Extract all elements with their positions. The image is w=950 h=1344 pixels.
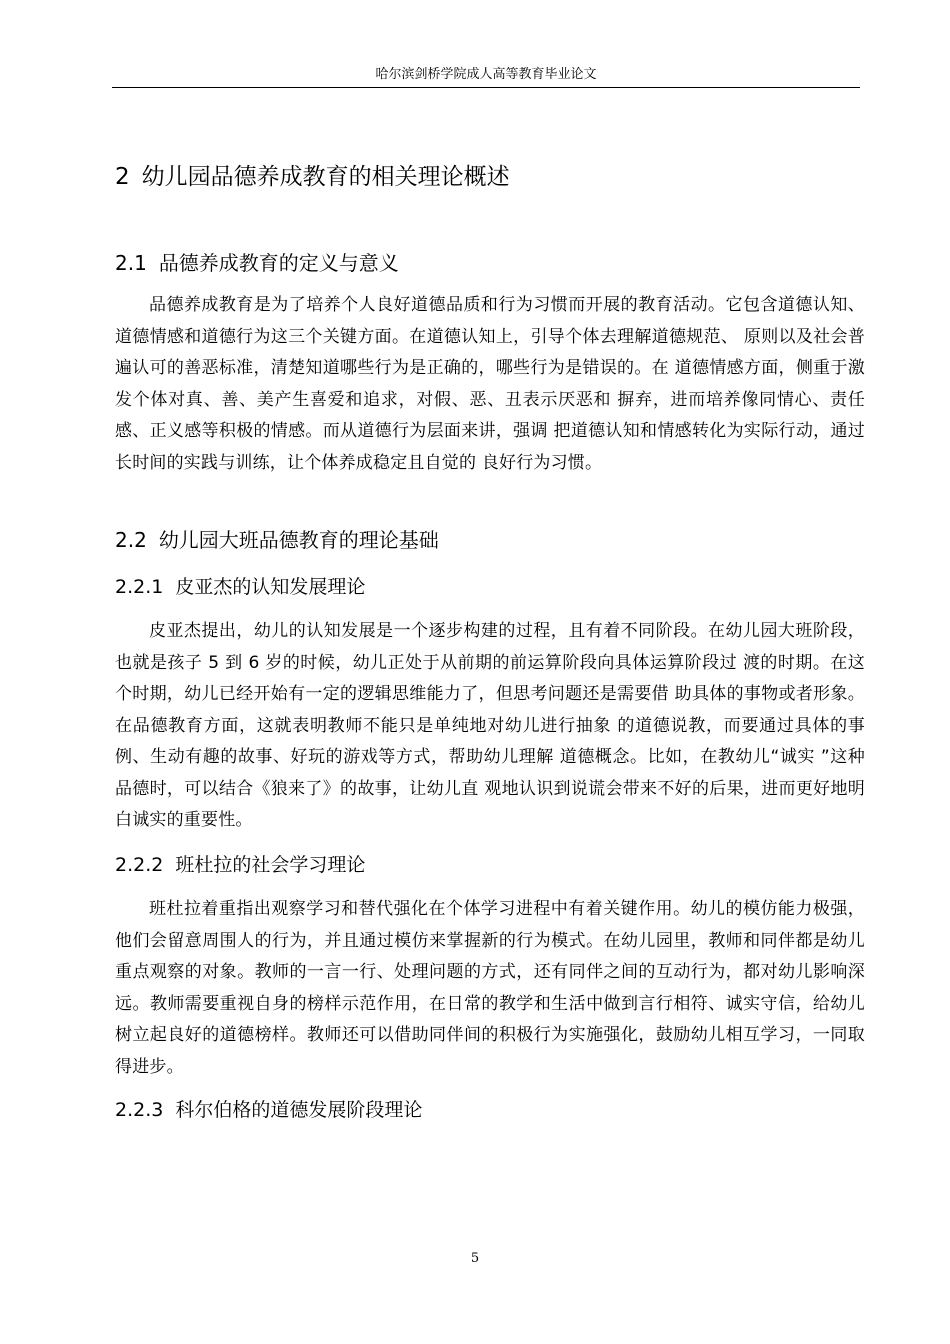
page-number: 5 <box>470 1251 480 1266</box>
paragraph-2-2-2: 班杜拉着重指出观察学习和替代强化在个体学习进程中有着关键作用。幼儿的模仿能力极强，他们会留意周围人的行为，并且通过模仿来掌握新的行为模式。在幼儿园里，教师和同伴都是幼儿重点观察的对象。教师的一言一行、处理问题的方式，还有同伴之间的互动行为，都对幼儿影响深远。教师需要重视自身的榜样示范作用，在日常的教学和生活中做到言行相符、诚实守信，给幼儿树立起良好的道德榜样。教师还可以借助同伴间的积极行为实施强化，鼓励幼儿相互学习，一同取得进步。 <box>115 899 865 1077</box>
section-title: 幼儿园大班品德教育的理论基础 <box>158 528 439 552</box>
subsection-title: 皮亚杰的认知发展理论 <box>175 576 366 598</box>
subsection-title: 科尔伯格的道德发展阶段理论 <box>175 1099 423 1121</box>
subsection-heading-2-2-2 <box>115 852 365 878</box>
section-title: 品德养成教育的定义与意义 <box>158 251 399 275</box>
section-number: 2.1 <box>115 251 147 275</box>
paragraph-2-1: 品德养成教育是为了培养个人良好道德品质和行为习惯而开展的教育活动。它包含道德认知、道德情感和道德行为这三个关键方面。在道德认知上，引导个体去理解道德规范、 原则以及社会普遍认可的善恶标准，清楚知道哪些行为是正确的，哪些行为是错误的。在 道德情感方面，侧重于激发个体对真、善、美产生喜爱和追求，对假、恶、丑表示厌恶和 摒弃，进而培养像同情心、责任感、正义感等积极的情感。而从道德行为层面来讲，强调 把道德认知和情感转化为实际行动，通过长时间的实践与训练，让个体养成稳定且自觉的 良好行为习惯。 <box>115 295 865 473</box>
paragraph-2-2-1: 皮亚杰提出，幼儿的认知发展是一个逐步构建的过程，且有着不同阶段。在幼儿园大班阶段，也就是孩子 5 到 6 岁的时候，幼儿正处于从前期的前运算阶段向具体运算阶段过 渡的时期。在这个时期，幼儿已经开始有一定的逻辑思维能力了，但思考问题还是需要借 助具体的事物或者形象。在品德教育方面，这就表明教师不能只是单纯地对幼儿进行抽象 的道德说教，而要通过具体的事例、生动有趣的故事、好玩的游戏等方式，帮助幼儿理解 道德概念。比如，在教幼儿“诚实 ”这种品德时，可以结合《狼来了》的故事，让幼儿直 观地认识到说谎会带来不好的后果，进而更好地明白诚实的重要性。 <box>115 621 865 830</box>
subsection-heading-2-2-3 <box>115 1097 422 1123</box>
chapter-title: 幼儿园品德养成教育的相关理论概述 <box>141 164 510 190</box>
subsection-number: 2.2.1 <box>115 576 164 598</box>
section-heading-2-2 <box>115 526 439 554</box>
subsection-title: 班杜拉的社会学习理论 <box>175 854 366 876</box>
header-rule <box>112 87 860 88</box>
running-header: 哈尔滨剑桥学院成人高等教育毕业论文 <box>375 67 597 82</box>
section-heading-2-1 <box>115 249 399 277</box>
subsection-number: 2.2.3 <box>115 1099 164 1121</box>
chapter-heading <box>115 162 510 192</box>
subsection-number: 2.2.2 <box>115 854 164 876</box>
chapter-number: 2 <box>115 164 130 190</box>
subsection-heading-2-2-1 <box>115 574 365 600</box>
section-number: 2.2 <box>115 528 147 552</box>
